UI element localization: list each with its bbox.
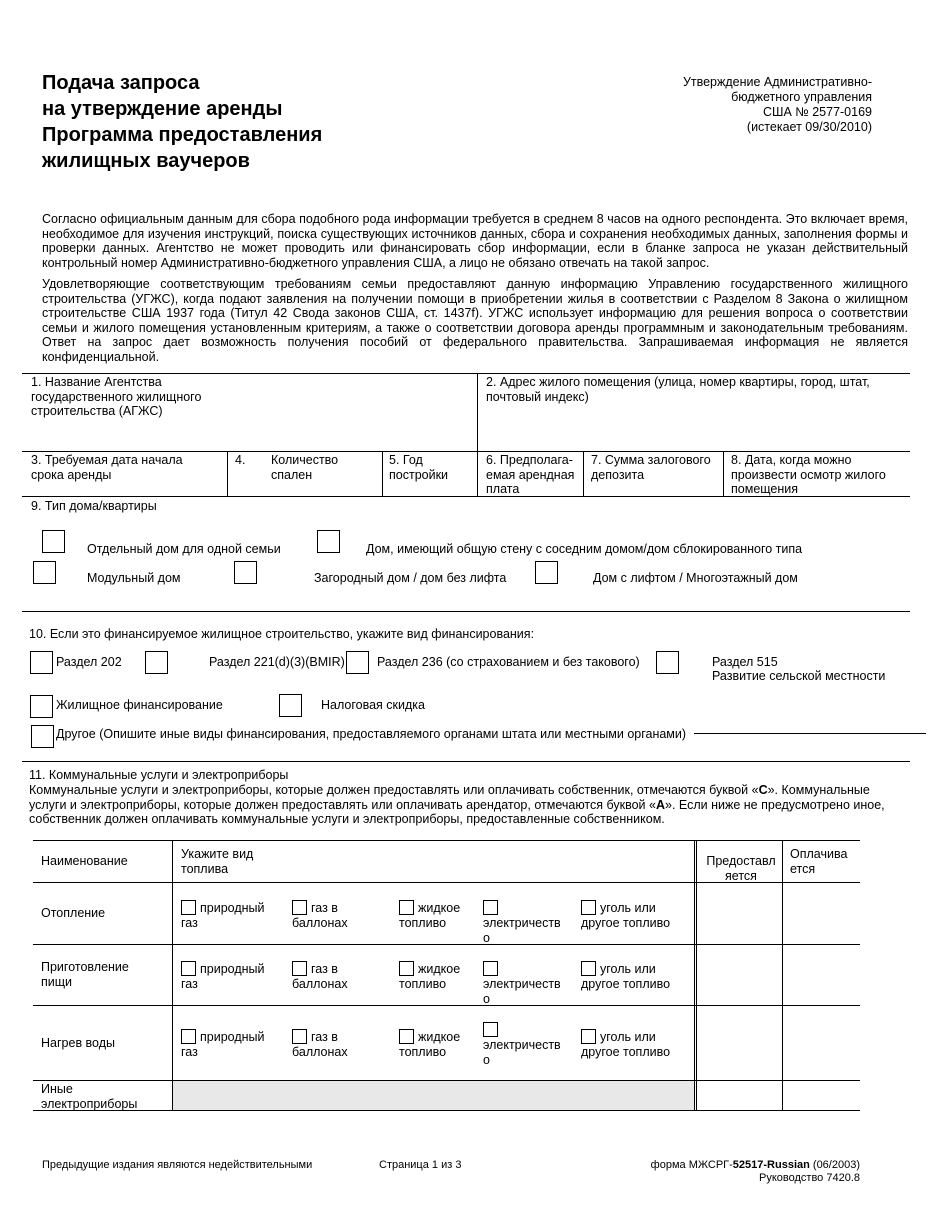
checkbox-housing-finance[interactable] [30, 695, 53, 718]
table-border [694, 840, 695, 1111]
field-inspection-date[interactable]: 8. Дата, когда можно произвести осмотр жилого помещения [731, 453, 886, 496]
checkbox-icon[interactable] [581, 961, 596, 976]
fuel-option-heating-gas[interactable]: природный газ [181, 901, 265, 930]
house-type-modular-label: Модульный дом [87, 571, 181, 585]
table-border [696, 840, 697, 1111]
financing-other-input[interactable] [694, 733, 926, 734]
fuel-option-cooking-oil[interactable]: жидкое топливо [399, 962, 461, 991]
table-border [782, 840, 783, 1111]
checkbox-icon[interactable] [181, 1029, 196, 1044]
other-appliances-shaded [173, 1081, 694, 1110]
house-type-elevator-label: Дом с лифтом / Многоэтажный дом [593, 571, 798, 585]
row-other-appliances: Иные электроприборы [41, 1082, 138, 1111]
checkbox-icon[interactable] [581, 900, 596, 915]
divider [227, 451, 228, 496]
fuel-option-cooking-electric[interactable]: электричеств о [483, 961, 571, 1007]
fuel-option-heating-bottled[interactable]: газ в баллонах [292, 901, 348, 930]
checkbox-icon[interactable] [483, 961, 498, 976]
checkbox-icon[interactable] [399, 1029, 414, 1044]
fuel-option-heating-electric[interactable]: электричеств о [483, 900, 571, 946]
checkbox-single-family[interactable] [42, 530, 65, 553]
checkbox-elevator[interactable] [535, 561, 558, 584]
field-unit-address[interactable]: 2. Адрес жилого помещения (улица, номер квартиры, город, штат, почтовый индекс) [486, 375, 870, 404]
house-type-label: 9. Тип дома/квартиры [31, 499, 157, 513]
fuel-option-heating-coal[interactable]: уголь или другое топливо [581, 901, 671, 930]
checkbox-icon[interactable] [181, 900, 196, 915]
table-border [33, 1005, 860, 1006]
checkbox-section-221[interactable] [145, 651, 168, 674]
checkbox-section-202[interactable] [30, 651, 53, 674]
row-heating: Отопление [41, 906, 106, 920]
fuel-option-heating-oil[interactable]: жидкое топливо [399, 901, 461, 930]
col-header-name: Наименование [41, 854, 128, 868]
field-proposed-rent[interactable]: 6. Предполага-емая арендная плата [486, 453, 575, 496]
house-type-single-label: Отдельный дом для одной семьи [87, 542, 281, 556]
divider [583, 451, 584, 496]
checkbox-walkup[interactable] [234, 561, 257, 584]
utilities-label: 11. Коммунальные услуги и электроприборы [29, 768, 289, 782]
checkbox-icon[interactable] [292, 961, 307, 976]
fuel-option-water-coal[interactable]: уголь или другое топливо [581, 1030, 671, 1059]
table-border [33, 944, 860, 945]
fuel-option-cooking-coal[interactable]: уголь или другое топливо [581, 962, 671, 991]
page-title: Подача запроса на утверждение аренды Программа предоставления жилищных ваучеров [42, 72, 323, 172]
divider [22, 451, 910, 452]
financing-221-label: Раздел 221(d)(3)(BMIR) [209, 655, 345, 669]
privacy-statement: Удовлетворяющие соответствующим требованиям семьи предоставляют данную информацию Управлению государственного жилищного строительства (УГЖС), когда подают заявления на получении помощи в приобретении жилья в соответствии с Разделом 8 Закона о жилищном строительстве США 1937 года (Титул 42 Свода законов США, ст. 1437f). УГЖС использует информацию для решения вопроса о соответствии семьи и жилого помещения установленным критериям, а также о соответствии договора аренды программным и законодательным требованиям. Ответ на запрос дает возможность получения пособий от федерального правительства. Запрашиваемая информация не является конфиденциальной. [42, 277, 908, 364]
financing-other-label: Другое (Опишите иные виды финансирования, предоставляемого органами штата или местными органами) [56, 727, 687, 741]
field-lease-start-date[interactable]: 3. Требуемая дата начала срока аренды [31, 453, 183, 482]
field-year-built[interactable]: 5. Год постройки [389, 453, 449, 482]
checkbox-tax-credit[interactable] [279, 694, 302, 717]
divider [22, 761, 910, 762]
financing-label: 10. Если это финансируемое жилищное строительство, укажите вид финансирования: [29, 627, 535, 641]
utilities-description: Коммунальные услуги и электроприборы, которые должен предоставлять или оплачивать собственник, отмечаются буквой «C». Коммунальные услуги и электроприборы, которые должен предоставлять или оплачивать арендатор, отмечаются буквой «A». Если ниже не предусмотрено иное, собственник должен оплачивать коммунальные услуги и электроприборы, предоставленные собственником. [29, 783, 885, 826]
checkbox-icon[interactable] [292, 900, 307, 915]
row-water-heating: Нагрев воды [41, 1036, 116, 1050]
divider [22, 611, 910, 612]
burden-statement: Согласно официальным данным для сбора подобного рода информации требуется в среднем 8 часов на одного респондента. Это включает время, необходимое для изучения инструкций, поиска существующих источников данных, сбора и сохранения необходимых данных, заполнения формы и проверки данных. Агентство не может проводить или финансировать сбор информации, если в бланке запроса не указан действительный контрольный номер Административно-бюджетного управления США, а лицо не обязано отвечать на такой запрос. [42, 212, 908, 270]
field-bedrooms-number: 4. [235, 453, 246, 467]
footer-form-number: форма МЖСРГ-52517-Russian (06/2003) Руководство 7420.8 [650, 1159, 860, 1184]
divider [382, 451, 383, 496]
financing-housing-label: Жилищное финансирование [56, 698, 223, 712]
checkbox-icon[interactable] [292, 1029, 307, 1044]
checkbox-icon[interactable] [483, 1022, 498, 1037]
col-header-provided: Предоставл яется [706, 854, 776, 883]
divider [723, 451, 724, 496]
checkbox-section-515[interactable] [656, 651, 679, 674]
checkbox-icon[interactable] [483, 900, 498, 915]
divider [477, 374, 478, 496]
divider [22, 373, 910, 374]
financing-236-label: Раздел 236 (со страхованием и без такового) [377, 655, 640, 669]
col-header-fuel: Укажите вид топлива [181, 847, 254, 876]
col-header-paid: Оплачива ется [790, 847, 848, 876]
checkbox-other-financing[interactable] [31, 725, 54, 748]
field-agency-name[interactable]: 1. Название Агентства государственного жилищного строительства (АГЖС) [31, 375, 202, 418]
footer-page-number: Страница 1 из 3 [379, 1159, 462, 1171]
checkbox-icon[interactable] [399, 961, 414, 976]
checkbox-modular[interactable] [33, 561, 56, 584]
house-type-walkup-label: Загородный дом / дом без лифта [314, 571, 507, 585]
fuel-option-water-electric[interactable]: электричеств о [483, 1022, 571, 1068]
financing-tax-label: Налоговая скидка [321, 698, 425, 712]
financing-202-label: Раздел 202 [56, 655, 122, 669]
checkbox-icon[interactable] [181, 961, 196, 976]
fuel-option-cooking-bottled[interactable]: газ в баллонах [292, 962, 348, 991]
fuel-option-water-bottled[interactable]: газ в баллонах [292, 1030, 348, 1059]
field-security-deposit[interactable]: 7. Сумма залогового депозита [591, 453, 711, 482]
row-cooking: Приготовление пищи [41, 960, 129, 989]
field-bedrooms[interactable]: Количество спален [271, 453, 339, 482]
fuel-option-cooking-gas[interactable]: природный газ [181, 962, 265, 991]
checkbox-shared-wall[interactable] [317, 530, 340, 553]
checkbox-section-236[interactable] [346, 651, 369, 674]
fuel-option-water-oil[interactable]: жидкое топливо [399, 1030, 461, 1059]
checkbox-icon[interactable] [581, 1029, 596, 1044]
financing-515-label: Раздел 515 [712, 655, 778, 669]
table-border [33, 840, 860, 841]
fuel-option-water-gas[interactable]: природный газ [181, 1030, 265, 1059]
checkbox-icon[interactable] [399, 900, 414, 915]
footer-previous-editions: Предыдущие издания являются недействительными [42, 1159, 313, 1171]
financing-515-sublabel: Развитие сельской местности [712, 669, 886, 683]
house-type-shared-wall-label: Дом, имеющий общую стену с соседним домом/дом сблокированного типа [366, 542, 803, 556]
omb-approval: Утверждение Административно- бюджетного управления США № 2577-0169 (истекает 09/30/2010) [682, 75, 872, 134]
table-border [172, 840, 173, 1111]
